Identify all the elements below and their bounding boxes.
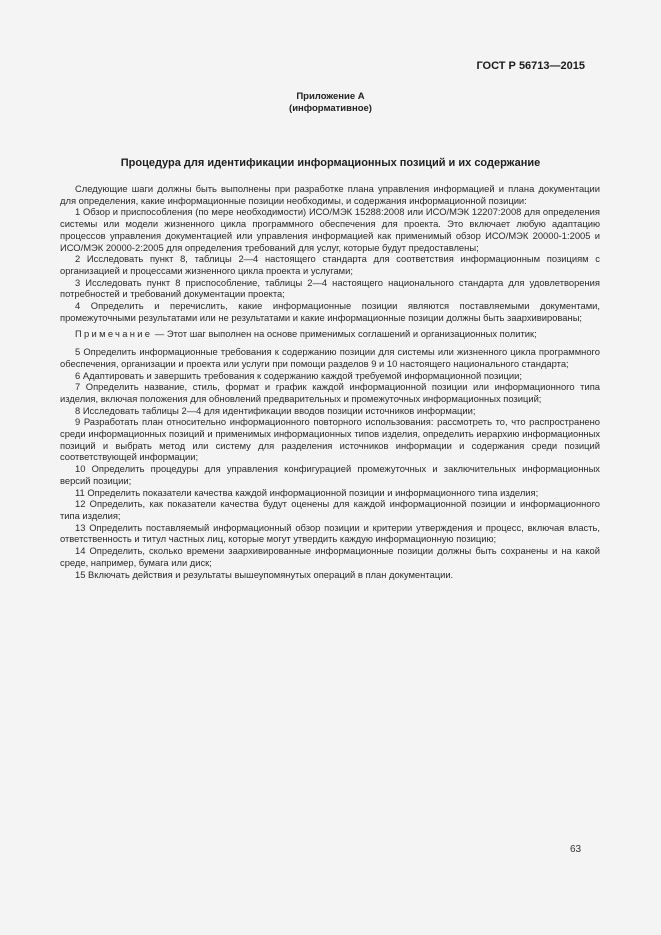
paragraph-step-4: 4 Определить и перечислить, какие информационные позиции являются поставляемыми документами, промежуточными результатами или не результатами и какие информационные позиции должны быть заархивированы; [60,300,600,323]
paragraph-step-2: 2 Исследовать пункт 8, таблицы 2—4 настоящего стандарта для соответствия информационным позициям с организацией и процессами жизненного цикла проекта и услугами; [60,253,600,276]
paragraph-step-3: 3 Исследовать пункт 8 приспособление, таблицы 2—4 настоящего национального стандарта для удовлетворения потребностей и требований документации проекта; [60,276,600,300]
paragraph-step-15: 15 Включать действия и результаты вышеупомянутых операций в план документации. [75,568,454,580]
appendix-heading [0,91,661,115]
document-body [60,183,600,580]
paragraph-step-10: 10 Определить процедуры для управления конфигурацией промежуточных и заключительных информационных версий позиции; [60,463,600,486]
paragraph-step-1: 1 Обзор и приспособления (по мере необходимости) ИСО/МЭК 15288:2008 или ИСО/МЭК 12207:2008 для определения системы или модели жизненного цикла программного обеспечения для проекта. Это включает любую адаптацию процессов управления документацией или управления информацией как применимый обзор ИСО/МЭК 20000-1:2005 и ИСО/МЭК 20000-2:2005 для определения требований для услуг, которые будут предоставлены; [60,206,600,253]
paragraph-step-12: 12 Определить, как показатели качества будут оценены для каждой информационной позиции и информационного типа изделия; [60,498,600,521]
paragraph-step-11: 11 Определить показатели качества каждой информационной позиции и информационного типа изделия; [75,486,539,498]
standard-code: ГОСТ Р 56713—2015 [476,60,585,72]
paragraph-step-8: 8 Исследовать таблицы 2—4 для идентификации вводов позиции источников информации; [75,404,476,416]
appendix-type: (информативное) [289,103,372,114]
note-label: Примечание [75,328,153,340]
note-dash: — [154,328,165,340]
page-number: 63 [570,844,582,855]
paragraph-step-13: 13 Определить поставляемый информационный обзор позиции и критерии утверждения и процесс, включая власть, ответственность и титул частных лиц, которые могут утвердить каждую информационную позицию; [60,521,600,545]
section-title: Процедура для идентификации информационных позиций и их содержание [120,157,541,169]
paragraph-step-14: 14 Определить, сколько времени заархивированные информационные позиции должны быть сохранены и на какой среде, например, бумага или диск; [60,545,600,568]
note [60,328,600,340]
paragraph-step-9: 9 Разработать план относительно информационного повторного использования: рассмотреть то, что распространено среди информационных позиций и применимых информационных типов изделия, определить иерархию информационных позиций и выбрать метод или систему для разделения источников информации и содержания среди позиций соответствующей информации; [60,416,600,463]
appendix-label: Приложение А [296,91,365,102]
paragraph-step-7: 7 Определить название, стиль, формат и график каждой информационной позиции или информационного типа изделия, включая положения для обновлений предварительных и промежуточных информационных позиций; [60,381,600,404]
note-text: Этот шаг выполнен на основе применимых соглашений и организационных политик; [166,328,537,340]
paragraph-intro: Следующие шаги должны быть выполнены при разработке плана управления информацией и плана документации для определения, какие информационные позиции необходимы, и содержания информационной позиции: [60,183,600,206]
paragraph-step-5: 5 Определить информационные требования к содержанию позиции для системы или жизненного цикла программного обеспечения, организации и проекта или услуги при помощи разделов 9 и 10 настоящего национального стандарта; [60,346,600,369]
paragraph-step-6: 6 Адаптировать и завершить требования к содержанию каждой требуемой информационной позиции; [75,369,522,381]
